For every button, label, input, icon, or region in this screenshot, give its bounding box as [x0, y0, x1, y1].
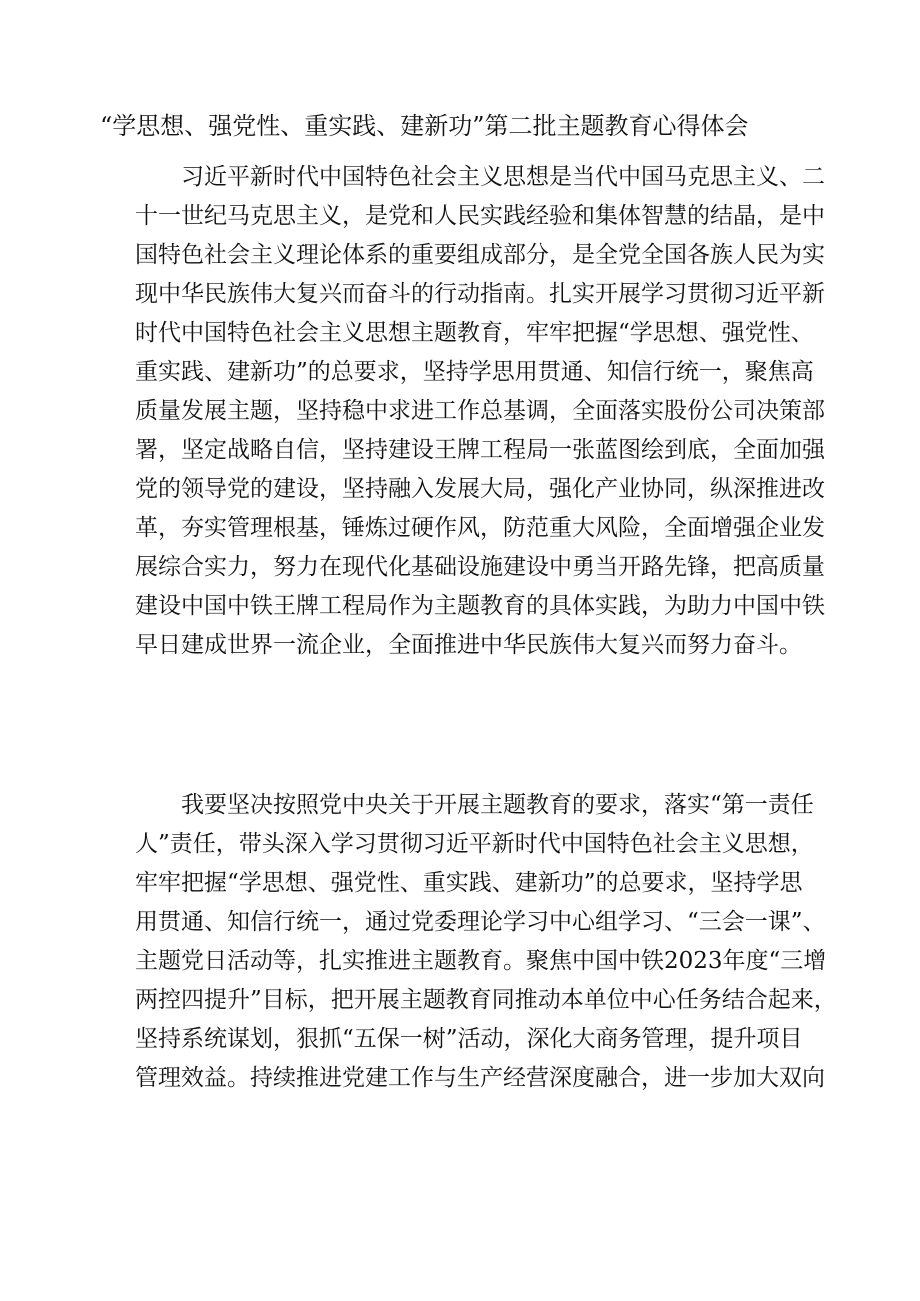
paragraph-line: 人”责任，带头深入学习贯彻习近平新时代中国特色社会主义思想，: [135, 831, 814, 857]
body-paragraph-2: [135, 786, 835, 1098]
paragraph-line: 党的领导党的建设，坚持融入发展大局，强化产业协同，纵深推进改: [135, 476, 825, 502]
paragraph-line: 时代中国特色社会主义思想主题教育，牢牢把握“学思想、强党性、: [135, 320, 814, 346]
paragraph-line: 管理效益。持续推进党建工作与生产经营深度融合，进一步加大双向: [135, 1065, 825, 1091]
paragraph-line: 早日建成世界一流企业，全面推进中华民族伟大复兴而努力奋斗。: [135, 632, 802, 658]
paragraph-line: 牢牢把握“学思想、强党性、重实践、建新功”的总要求，坚持学思: [135, 870, 803, 896]
document-title: “学思想、强党性、重实践、建新功”第二批主题教育心得体会: [100, 112, 749, 140]
paragraph-line: 展综合实力，努力在现代化基础设施建设中勇当开路先锋，把高质量: [135, 554, 825, 580]
body-paragraph-1: [135, 158, 835, 665]
paragraph-line: 现中华民族伟大复兴而奋斗的行动指南。扎实开展学习贯彻习近平新: [135, 281, 825, 307]
paragraph-line: 建设中国中铁王牌工程局作为主题教育的具体实践，为助力中国中铁: [135, 593, 825, 619]
paragraph-line: 质量发展主题，坚持稳中求进工作总基调，全面落实股份公司决策部: [135, 398, 825, 424]
paragraph-line: 用贯通、知信行统一，通过党委理论学习中心组学习、“三会一课”、: [135, 909, 826, 935]
paragraph-line: 重实践、建新功”的总要求，坚持学思用贯通、知信行统一，聚焦高: [135, 359, 814, 385]
paragraph-line: 国特色社会主义理论体系的重要组成部分，是全党全国各族人民为实: [135, 242, 825, 268]
paragraph-line: 主题党日活动等，扎实推进主题教育。聚焦中国中铁2023年度“三增: [135, 948, 827, 974]
paragraph-line: 坚持系统谋划，狠抓“五保一树”活动，深化大商务管理，提升项目: [135, 1026, 803, 1052]
paragraph-line: 我要坚决按照党中央关于开展主题教育的要求，落实“第一责任: [181, 792, 814, 818]
paragraph-line: 习近平新时代中国特色社会主义思想是当代中国马克思主义、二: [181, 164, 825, 190]
paragraph-line: 两控四提升”目标，把开展主题教育同推动本单位中心任务结合起来，: [135, 987, 837, 1013]
paragraph-line: 署，坚定战略自信，坚持建设王牌工程局一张蓝图绘到底，全面加强: [135, 437, 825, 463]
paragraph-line: 十一世纪马克思主义，是党和人民实践经验和集体智慧的结晶，是中: [135, 203, 825, 229]
paragraph-line: 革，夯实管理根基，锤炼过硬作风，防范重大风险，全面增强企业发: [135, 515, 825, 541]
